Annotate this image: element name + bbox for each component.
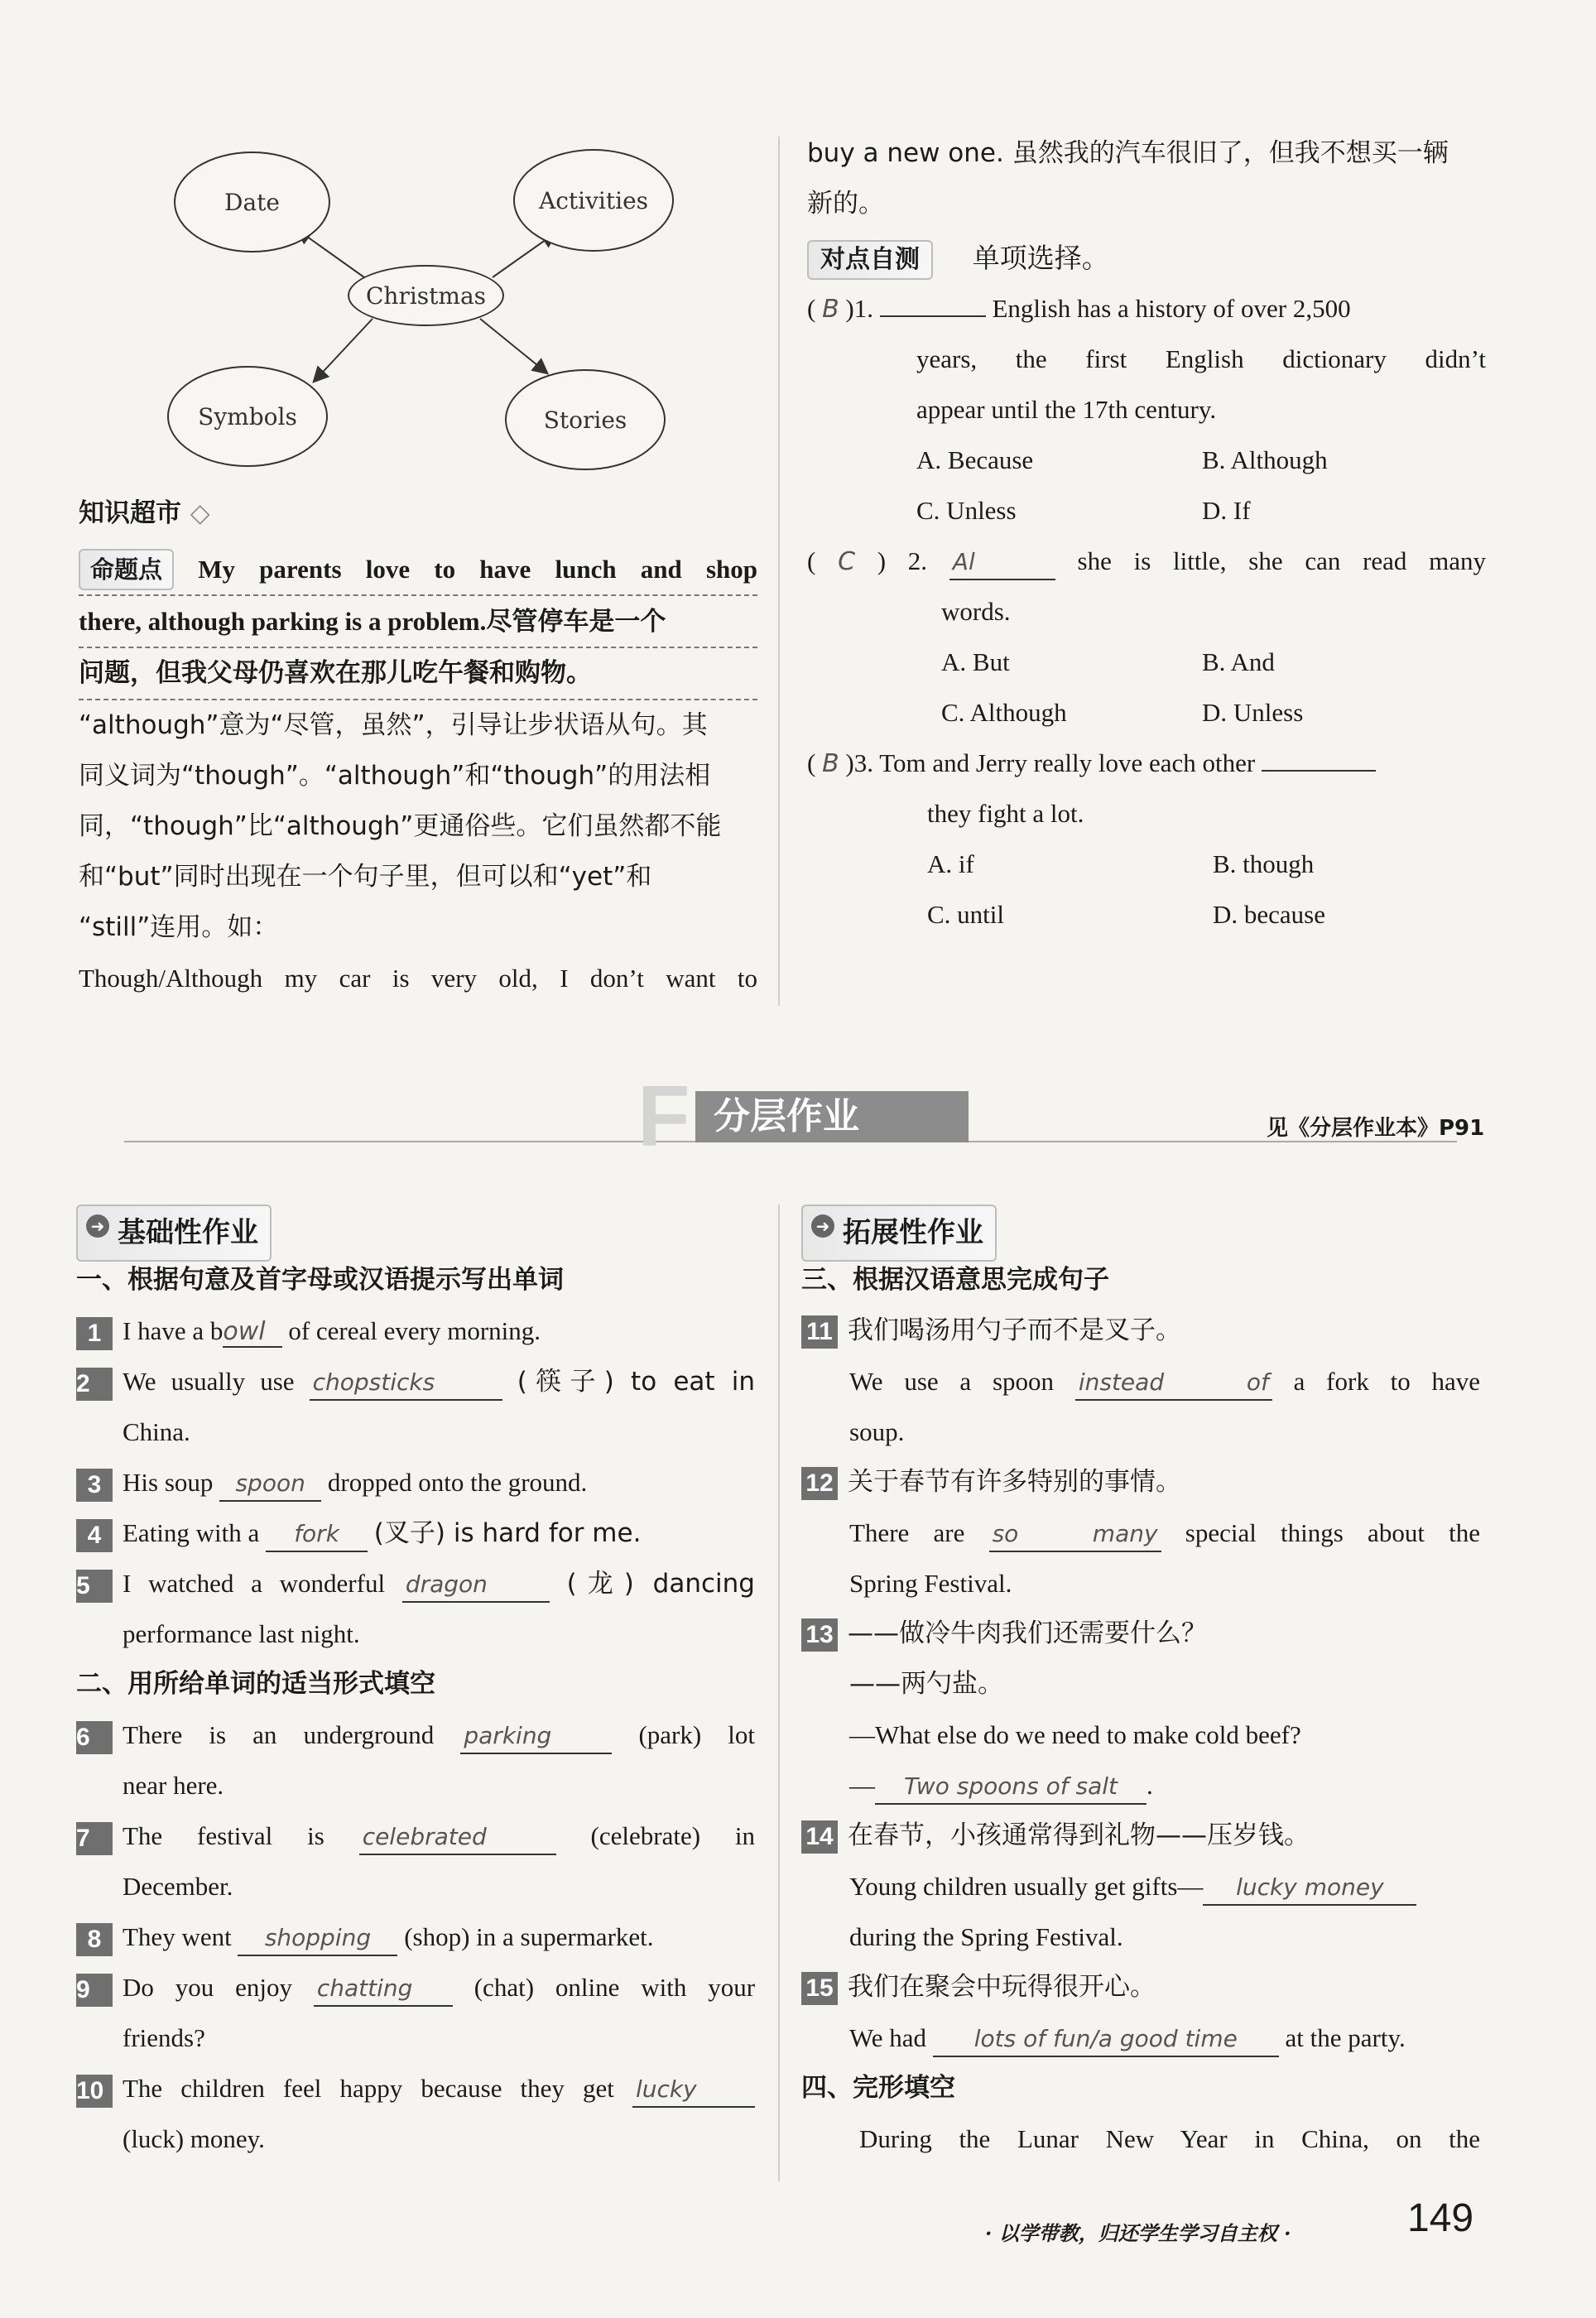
q3-options-row-1 (807, 839, 1486, 889)
basic-heading (76, 1205, 755, 1255)
q2-option-a[interactable]: A. But (941, 647, 1010, 676)
item-13-cn: 13 ——做冷牛肉我们还需要什么？ (801, 1609, 1480, 1659)
item-14-cont: during the Spring Festival. (849, 1922, 1123, 1951)
q1-option-c[interactable]: C. Unless (916, 496, 1017, 525)
diamond-icon: ◇ (181, 498, 210, 528)
item-number: 2 (76, 1368, 113, 1401)
item-number: 12 (801, 1467, 838, 1500)
item-5: 5 I watched a wonderful dragon (龙) dancing (76, 1558, 755, 1609)
item-14-cn: 14 在春节，小孩通常得到礼物——压岁钱。 (801, 1811, 1480, 1861)
item-number: 10 (76, 2075, 113, 2108)
q2-answer-bracket[interactable]: ( C (807, 546, 856, 576)
q3-answer-bracket[interactable]: ( B (807, 748, 839, 778)
q1-option-a[interactable]: A. Because (916, 445, 1034, 474)
item-14-answer[interactable]: lucky money (1203, 1871, 1416, 1906)
banner-letter: F (637, 1069, 690, 1165)
mind-map (149, 124, 695, 488)
item-15-cn: 15 我们在聚会中玩得很开心。 (801, 1962, 1480, 2013)
knowledge-section (79, 488, 757, 1003)
q3-option-b[interactable]: B. though (1213, 849, 1315, 878)
key-sentence-line-3: 问题，但我父母仍喜欢在那儿吃午餐和购物。 (79, 648, 757, 700)
item-number: 4 (76, 1519, 113, 1552)
item-4: 4 Eating with a fork (叉子) is hard for me. (76, 1508, 755, 1558)
extend-section (801, 1205, 1480, 2164)
item-number: 7 (76, 1822, 113, 1855)
right-column-top (807, 128, 1486, 940)
arrow-right-icon: ➜ (86, 1214, 109, 1238)
banner-title: 分层作业 (695, 1091, 969, 1142)
part4-title: 四、完形填空 (801, 2073, 955, 2103)
item-2-cont: China. (123, 1417, 190, 1446)
item-2: 2 We usually use chopsticks (筷子) to eat in (76, 1356, 755, 1407)
q3-option-d[interactable]: D. because (1213, 900, 1325, 929)
item-7-answer[interactable]: celebrated (359, 1820, 556, 1855)
footer-motto: · 以学带教，归还学生学习自主权 · (985, 2221, 1291, 2245)
item-5-cont: performance last night. (123, 1619, 360, 1648)
item-number: 1 (76, 1317, 113, 1350)
q1-blank[interactable] (880, 315, 986, 317)
item-number: 11 (801, 1315, 838, 1349)
q3-options-row-2 (807, 889, 1486, 940)
item-8: 8 They went shopping (shop) in a supermarket. (76, 1912, 755, 1962)
q2-options-row-1 (807, 637, 1486, 687)
item-6-answer[interactable]: parking (460, 1719, 612, 1754)
item-11-answer[interactable]: instead of (1075, 1366, 1272, 1401)
item-9-cont: friends? (123, 2023, 205, 2052)
item-9-answer[interactable]: chatting (314, 1972, 453, 2007)
item-12-cn: 12 关于春节有许多特别的事情。 (801, 1457, 1480, 1508)
item-15-en: We had lots of fun/a good time at the party. (801, 2013, 1480, 2063)
basic-section (76, 1205, 755, 2164)
page-number: 149 (1407, 2196, 1474, 2240)
explain-line-3: 同，“though”比“although”更通俗些。它们虽然都不能 (79, 811, 722, 841)
item-4-answer[interactable]: fork (266, 1517, 368, 1552)
selftest-tag: 对点自测 (807, 240, 933, 280)
part3-title: 三、根据汉语意思完成句子 (801, 1265, 1109, 1295)
item-6-cont: near here. (123, 1771, 224, 1800)
item-3-answer[interactable]: spoon (219, 1467, 321, 1502)
item-13-en-1: —What else do we need to make cold beef? (849, 1720, 1301, 1749)
item-7: 7 The festival is celebrated (celebrate) in (76, 1811, 755, 1861)
item-2-answer[interactable]: chopsticks (310, 1366, 502, 1401)
item-13-en-2: — Two spoons of salt . (801, 1760, 1480, 1811)
q1-option-d[interactable]: D. If (1202, 496, 1251, 525)
item-14-en: Young children usually get gifts— lucky money (801, 1861, 1480, 1912)
item-13-answer[interactable]: Two spoons of salt (875, 1770, 1147, 1805)
item-3: 3 His soup spoon dropped onto the ground. (76, 1457, 755, 1508)
q3-line-2: they fight a lot. (927, 799, 1084, 828)
q2-option-c[interactable]: C. Although (941, 698, 1067, 727)
explain-line-5: “still”连用。如： (79, 912, 279, 942)
extend-heading (801, 1205, 1480, 1255)
mind-map-node-stories: Stories (505, 369, 666, 470)
item-number: 13 (801, 1618, 838, 1652)
key-sentence-line-2: there, although parking is a problem.尽管停车是一个 (79, 596, 757, 648)
example-line-2: buy a new one. 虽然我的汽车很旧了，但我不想买一辆 (807, 138, 1449, 168)
item-5-answer[interactable]: dragon (402, 1568, 550, 1603)
item-15-answer[interactable]: lots of fun/a good time (933, 2022, 1279, 2057)
key-sentence-line-1: 命题点 My parents love to have lunch and shop (79, 544, 757, 596)
q1-answer-bracket[interactable]: ( B (807, 294, 839, 324)
item-number: 9 (76, 1974, 113, 2007)
item-7-cont: December. (123, 1872, 233, 1901)
knowledge-heading: 知识超市 ◇ (79, 498, 210, 528)
item-10-cont: (luck) money. (123, 2124, 265, 2153)
item-number: 15 (801, 1972, 838, 2005)
explain-line-1: “although”意为“尽管，虽然”，引导让步状语从句。其 (79, 710, 708, 740)
q3-option-a[interactable]: A. if (927, 849, 974, 878)
q2-line-1: ( C ) 2. Al she is little, she can read many (807, 536, 1486, 586)
item-number: 6 (76, 1721, 113, 1754)
q2-option-d[interactable]: D. Unless (1202, 698, 1304, 727)
q1-line-2: years, the first English dictionary didn’t (916, 344, 1486, 373)
extend-tag: ➜ 拓展性作业 (801, 1205, 997, 1262)
part2-title: 二、用所给单词的适当形式填空 (76, 1669, 435, 1699)
item-10-answer[interactable]: lucky (632, 2073, 755, 2108)
q3-option-c[interactable]: C. until (927, 900, 1005, 929)
item-12-cont: Spring Festival. (849, 1569, 1012, 1598)
item-9: 9 Do you enjoy chatting (chat) online with your (76, 1962, 755, 2013)
q2-blank[interactable]: Al (949, 546, 1055, 580)
q2-options-row-2 (807, 687, 1486, 738)
item-13-cn-2: ——两勺盐。 (849, 1669, 1003, 1699)
q1-line-3: appear until the 17th century. (916, 395, 1217, 424)
item-10: 10 The children feel happy because they get lucky (76, 2063, 755, 2114)
mind-map-node-date: Date (174, 151, 330, 252)
example-line-3: 新的。 (807, 189, 884, 219)
explain-line-4: 和“but”同时出现在一个句子里，但可以和“yet”和 (79, 862, 652, 892)
column-divider-top (778, 137, 780, 1006)
mind-map-center: Christmas (348, 265, 504, 326)
item-number: 5 (76, 1570, 113, 1603)
item-12-answer[interactable]: so many (989, 1517, 1161, 1552)
banner-ref[interactable]: 见《分层作业本》P91 (1267, 1116, 1485, 1141)
item-1-answer[interactable]: owl (223, 1317, 281, 1348)
mind-map-node-activities: Activities (513, 149, 674, 252)
q3-blank[interactable] (1262, 770, 1376, 772)
q2-option-b[interactable]: B. And (1202, 647, 1275, 676)
item-1: 1 I have a bowl of cereal every morning. (76, 1306, 755, 1356)
item-number: 3 (76, 1469, 113, 1502)
part1-title: 一、根据句意及首字母或汉语提示写出单词 (76, 1265, 564, 1295)
item-6: 6 There is an underground parking (park) lot (76, 1710, 755, 1760)
q1-options-row-2 (807, 485, 1486, 536)
item-number: 14 (801, 1820, 838, 1854)
q1-option-b[interactable]: B. Although (1202, 445, 1328, 474)
item-12-en: There are so many special things about the (801, 1508, 1480, 1558)
selftest-heading: 对点自测 单项选择。 (807, 233, 1486, 283)
mind-map-node-symbols: Symbols (167, 366, 328, 467)
q2-line-2: words. (941, 597, 1011, 626)
item-8-answer[interactable]: shopping (238, 1921, 397, 1956)
item-number: 8 (76, 1923, 113, 1956)
cloze-first-line: During the Lunar New Year in China, on the (859, 2124, 1480, 2153)
item-11-cont: soup. (849, 1417, 905, 1446)
q3-line-1: ( B )3. Tom and Jerry really love each other (807, 738, 1486, 788)
arrow-right-icon: ➜ (811, 1214, 834, 1238)
q1-options-row-1 (807, 435, 1486, 485)
banner (555, 1069, 1002, 1165)
item-11-cn: 11 我们喝汤用勺子而不是叉子。 (801, 1306, 1480, 1356)
item-11-en: We use a spoon instead of a fork to have (801, 1356, 1480, 1407)
proposition-tag: 命题点 (79, 549, 174, 590)
basic-tag: ➜ 基础性作业 (76, 1205, 272, 1262)
explain-line-2: 同义词为“though”。“although”和“though”的用法相 (79, 761, 711, 791)
q1-line-1: ( B )1. English has a history of over 2,500 (807, 294, 1351, 324)
example-line-1: Though/Although my car is very old, I don’t want to (79, 964, 757, 993)
column-divider-bottom (778, 1205, 780, 2181)
